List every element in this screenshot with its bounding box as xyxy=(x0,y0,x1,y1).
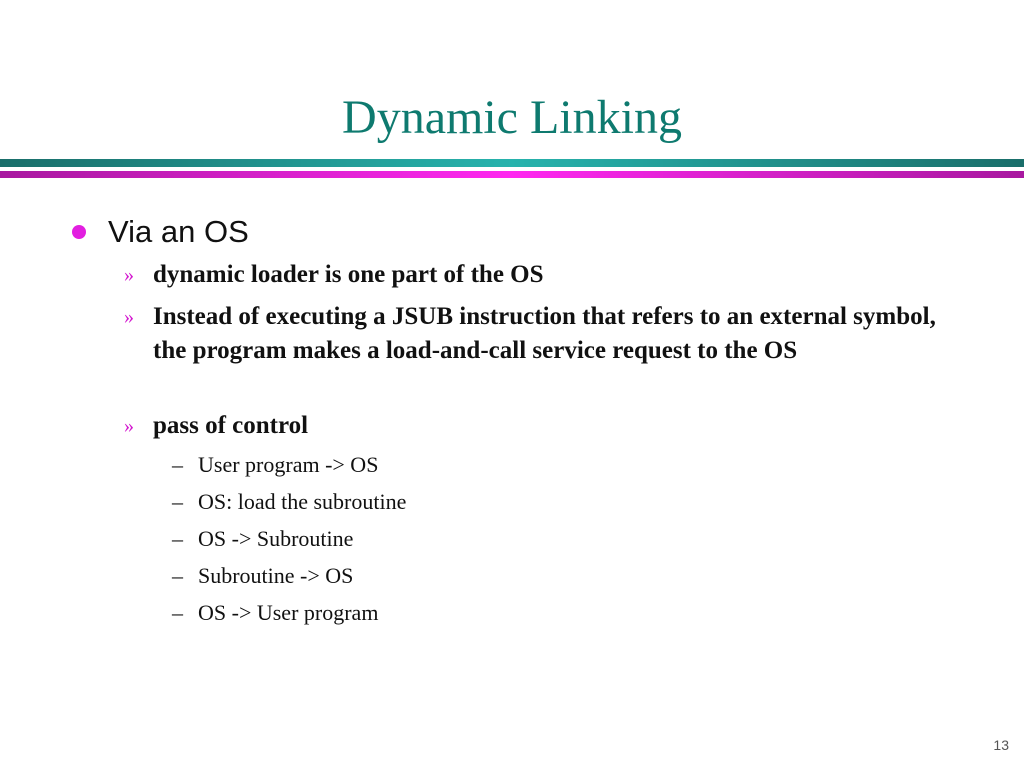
subsubpoint-marker: – xyxy=(172,452,183,477)
subsubpoint-marker: – xyxy=(172,526,183,551)
slide-title: Dynamic Linking xyxy=(342,91,682,144)
subsubpoint-marker: – xyxy=(172,563,183,588)
subpoint-marker: » xyxy=(124,264,134,286)
subpoint-marker: » xyxy=(124,415,134,437)
subsubpoint-text: OS: load the subroutine xyxy=(198,489,407,514)
subsubpoint-text: User program -> OS xyxy=(198,452,379,477)
bullet-dot-icon xyxy=(72,225,86,239)
bullet-text: Via an OS xyxy=(108,214,249,249)
subsubpoint-marker: – xyxy=(172,600,183,625)
subsubpoint-text: OS -> User program xyxy=(198,600,379,625)
page-number: 13 xyxy=(993,737,1009,753)
subsubpoint-marker: – xyxy=(172,489,183,514)
subpoint-text: dynamic loader is one part of the OS xyxy=(153,261,544,288)
subpoint-text: pass of control xyxy=(153,412,309,439)
subpoint-text: Instead of executing a JSUB instruction that refers to an external symbol, the program makes a load-and-call service request to the OS xyxy=(153,303,936,364)
subsubpoint-text: OS -> Subroutine xyxy=(198,526,354,551)
subsubpoint-text: Subroutine -> OS xyxy=(198,563,354,588)
subpoint-marker: » xyxy=(124,306,134,328)
